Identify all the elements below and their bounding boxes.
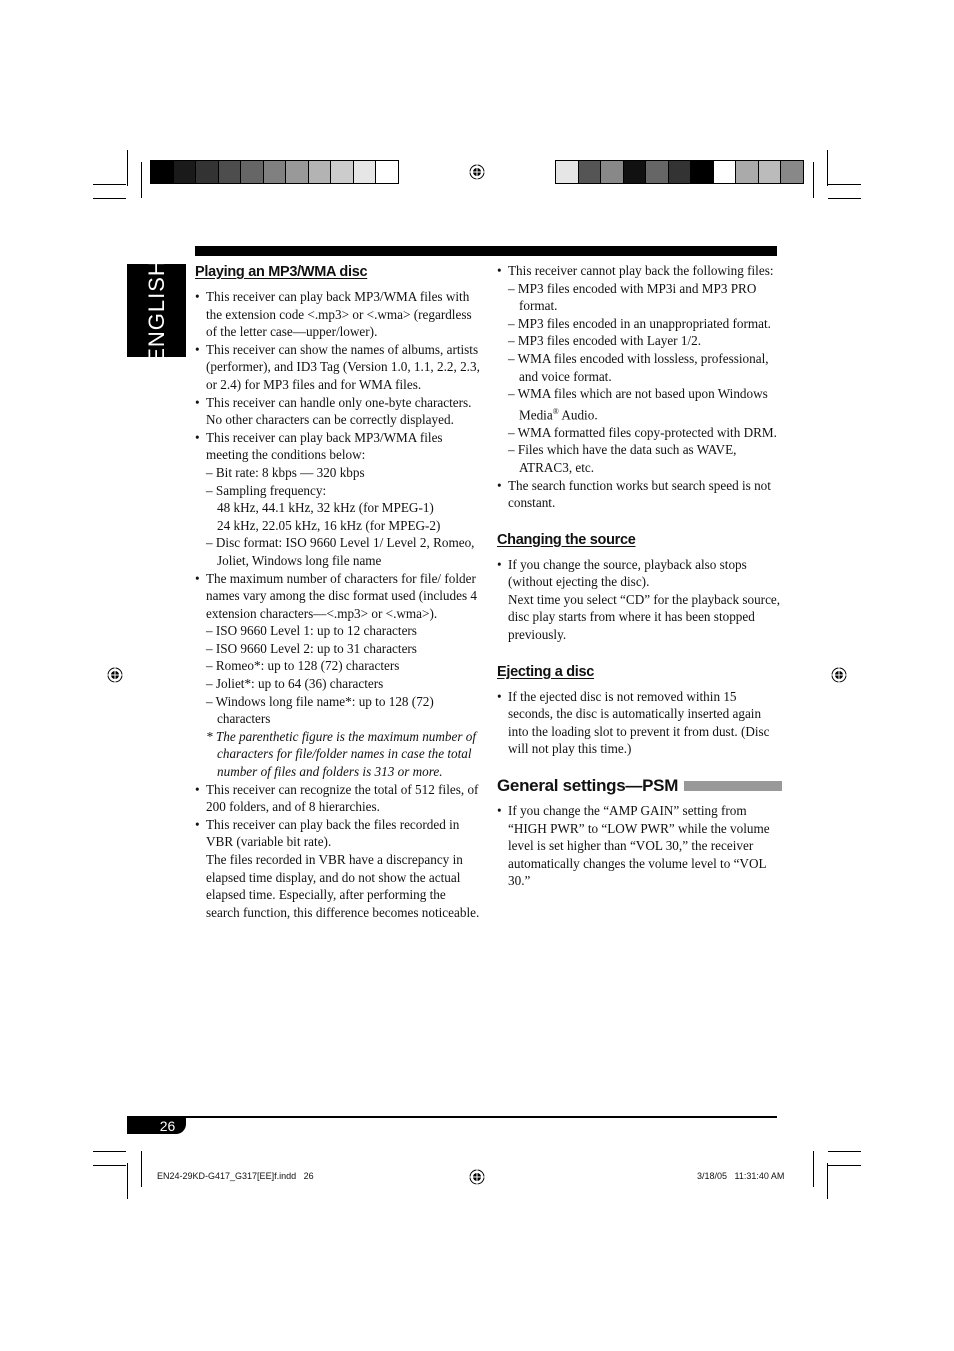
footer-file-name: EN24-29KD-G417_G317[EE]f.indd 26 bbox=[157, 1171, 314, 1181]
crop-mark bbox=[827, 150, 828, 186]
color-swatch bbox=[376, 161, 398, 183]
left-column bbox=[195, 262, 480, 921]
list-item: • If you change the “AMP GAIN” setting from “HIGH PWR” to “LOW PWR” while the volume level is set higher than “VOL 30,” the receiver automatically changes the volume level to “VOL 30.” bbox=[497, 802, 782, 890]
section-ejecting-disc bbox=[497, 662, 782, 758]
language-tab-label: ENGLISH bbox=[143, 258, 169, 363]
list-item bbox=[195, 816, 480, 922]
list-item-text: • This receiver can play back MP3/WMA files meeting the conditions below: bbox=[206, 429, 443, 463]
list-subitem: – Windows long file name*: up to 128 (72) characters bbox=[206, 693, 434, 727]
list-subitem: – MP3 files encoded with MP3i and MP3 PRO format. bbox=[508, 280, 757, 314]
list-subitem-detail: 48 kHz, 44.1 kHz, 32 kHz (for MPEG-1) bbox=[217, 500, 434, 516]
list-subitem: – MP3 files encoded in an unappropriated format. bbox=[508, 315, 771, 331]
crop-mark bbox=[813, 162, 814, 198]
registered-mark: ® bbox=[552, 406, 559, 416]
color-swatch bbox=[309, 161, 332, 183]
list-subitem: – ISO 9660 Level 1: up to 12 characters bbox=[206, 623, 417, 639]
crop-mark bbox=[93, 198, 126, 199]
section-heading-source: Changing the source bbox=[497, 531, 636, 548]
list-subitem bbox=[508, 385, 782, 424]
list-item-text: • The maximum number of characters for file/ folder names vary among the disc format used (includes 4 extension characters—<.mp3> or <.wma>). bbox=[206, 570, 478, 621]
list-item: • If the ejected disc is not removed within 15 seconds, the disc is automatically inserted again into the loading slot to prevent it from dust. (Disc will not play this time.) bbox=[497, 688, 782, 758]
list-subitem: – MP3 files encoded with Layer 1/2. bbox=[508, 333, 702, 349]
list-item: • This receiver can play back MP3/WMA files with the extension code <.mp3> or <.wma> (regardless of the letter case—upper/lower). bbox=[195, 288, 480, 341]
color-swatch bbox=[646, 161, 669, 183]
crop-mark bbox=[828, 184, 861, 185]
color-swatch bbox=[759, 161, 782, 183]
footnote: * The parenthetic figure is the maximum number of characters for file/folder names in case the total number of files and folders is 313 or more. bbox=[206, 728, 477, 780]
list-subitem: – Romeo*: up to 128 (72) characters bbox=[206, 658, 400, 674]
footer-rule bbox=[127, 1116, 777, 1118]
page-number: 26 bbox=[159, 1118, 176, 1134]
crop-mark bbox=[127, 1163, 128, 1199]
list-item-paragraph: Next time you select “CD” for the playback source, disc play starts from where it has been stopped previously. bbox=[508, 591, 781, 643]
heading-decoration-bar bbox=[684, 781, 782, 791]
color-swatch bbox=[331, 161, 354, 183]
registration-mark-icon bbox=[107, 667, 123, 683]
section-heading-eject: Ejecting a disc bbox=[497, 663, 595, 680]
crop-mark bbox=[93, 1151, 126, 1152]
list-item: • This receiver can show the names of albums, artists (performer), and ID3 Tag (Version 1.0, 1.1, 2.2, 2.3, or 2.4) for MP3 files and for WMA files. bbox=[195, 341, 480, 394]
registration-mark-icon bbox=[469, 1169, 485, 1185]
color-swatch bbox=[264, 161, 287, 183]
list-item: • This receiver can handle only one-byte characters. No other characters can be correctly displayed. bbox=[195, 394, 480, 429]
crop-mark bbox=[828, 1165, 861, 1166]
color-swatch bbox=[691, 161, 714, 183]
list-item bbox=[497, 262, 782, 477]
color-swatch bbox=[601, 161, 624, 183]
color-calibration-bar-right bbox=[555, 160, 804, 184]
crop-mark bbox=[827, 1163, 828, 1199]
crop-mark bbox=[93, 1165, 126, 1166]
color-swatch bbox=[556, 161, 579, 183]
color-swatch bbox=[151, 161, 174, 183]
list-subitem: – WMA formatted files copy-protected with DRM. bbox=[508, 424, 777, 440]
registration-mark-icon bbox=[469, 164, 485, 180]
header-rule bbox=[195, 246, 777, 256]
list-subitem-detail: 24 kHz, 22.05 kHz, 16 kHz (for MPEG-2) bbox=[217, 517, 441, 533]
list-subitem: – Disc format: ISO 9660 Level 1/ Level 2, Romeo, Joliet, Windows long file name bbox=[206, 535, 475, 568]
color-swatch bbox=[219, 161, 242, 183]
list-item bbox=[497, 556, 782, 644]
color-swatch bbox=[174, 161, 197, 183]
crop-mark bbox=[141, 162, 142, 198]
color-swatch bbox=[354, 161, 377, 183]
color-swatch bbox=[714, 161, 737, 183]
language-tab bbox=[127, 258, 186, 363]
section-general-settings bbox=[497, 776, 782, 890]
crop-mark bbox=[93, 184, 126, 185]
list-subitem: – WMA files encoded with lossless, professional, and voice format. bbox=[508, 350, 769, 384]
list-subitem-text: – WMA files which are not based upon Windows Media bbox=[508, 386, 768, 423]
crop-mark bbox=[828, 198, 861, 199]
section-heading-psm bbox=[497, 776, 782, 796]
color-swatch bbox=[241, 161, 264, 183]
list-subitem: – Sampling frequency: bbox=[206, 482, 327, 498]
color-swatch bbox=[196, 161, 219, 183]
mp3-bullet-list-continued bbox=[497, 262, 782, 512]
list-subitem: – Files which have the data such as WAVE, ATRAC3, etc. bbox=[508, 442, 737, 475]
color-swatch bbox=[736, 161, 759, 183]
mp3-bullet-list bbox=[195, 288, 480, 921]
source-bullet-list bbox=[497, 556, 782, 644]
color-swatch bbox=[669, 161, 692, 183]
list-item-text: • If you change the source, playback also stops (without ejecting the disc). bbox=[508, 556, 747, 590]
color-calibration-bar-left bbox=[150, 160, 399, 184]
footer-date: 3/18/05 11:31:40 AM bbox=[697, 1171, 785, 1181]
list-item: • This receiver can recognize the total of 512 files, of 200 folders, and of 8 hierarchies. bbox=[195, 781, 480, 816]
list-subitem-text: Audio. bbox=[558, 407, 598, 423]
page-number-tab bbox=[127, 1118, 186, 1134]
list-subitem: – ISO 9660 Level 2: up to 31 characters bbox=[206, 640, 417, 656]
psm-bullet-list bbox=[497, 802, 782, 890]
crop-mark bbox=[828, 1151, 861, 1152]
list-subitem: – Bit rate: 8 kbps — 320 kbps bbox=[206, 464, 365, 480]
crop-mark bbox=[127, 150, 128, 186]
color-swatch bbox=[579, 161, 602, 183]
list-subitem: – Joliet*: up to 64 (36) characters bbox=[206, 676, 384, 692]
section-heading-mp3: Playing an MP3/WMA disc bbox=[195, 264, 368, 280]
list-item: • The search function works but search speed is not constant. bbox=[497, 477, 782, 512]
color-swatch bbox=[286, 161, 309, 183]
registration-mark-icon bbox=[831, 667, 847, 683]
eject-bullet-list bbox=[497, 688, 782, 758]
list-item-text: • This receiver can play back the files recorded in VBR (variable bit rate). bbox=[206, 816, 460, 850]
section-heading-psm-text: General settings—PSM bbox=[497, 776, 679, 796]
list-item-paragraph: The files recorded in VBR have a discrepancy in elapsed time display, and do not show the actual elapsed time. Especially, after performing the search function, this difference becomes noticeable. bbox=[206, 852, 480, 920]
list-item bbox=[195, 570, 480, 781]
crop-mark bbox=[141, 1151, 142, 1187]
section-changing-source bbox=[497, 530, 782, 644]
list-item-text: • This receiver cannot play back the following files: bbox=[508, 263, 774, 278]
crop-mark bbox=[813, 1151, 814, 1187]
color-swatch bbox=[624, 161, 647, 183]
right-column bbox=[497, 262, 782, 890]
list-item bbox=[195, 429, 480, 570]
color-swatch bbox=[781, 161, 803, 183]
